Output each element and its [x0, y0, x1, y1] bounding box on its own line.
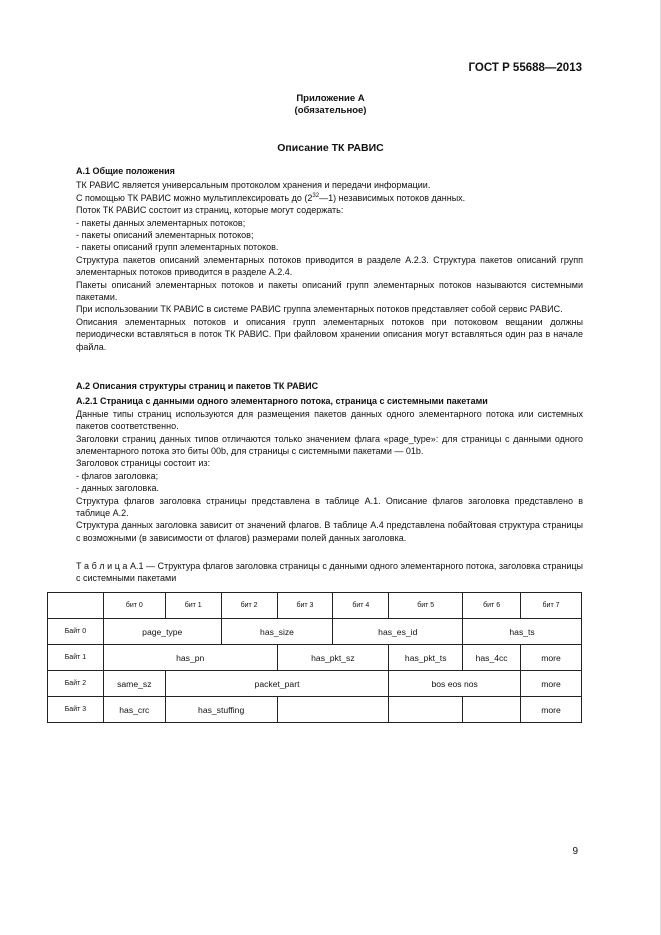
- table-header-row: [48, 593, 582, 619]
- section-a1: [76, 165, 583, 353]
- empty-cell: [277, 697, 389, 723]
- subsection-heading: А.2.1 Страница с данными одного элементарного потока, страница с системными пакетами: [76, 396, 488, 407]
- flag-cell: has_es_id: [333, 619, 463, 645]
- table-row: [48, 671, 582, 697]
- flag-cell: has_pn: [103, 645, 277, 671]
- flag-cell: bos eos nos: [389, 671, 521, 697]
- bit-header: бит 7: [521, 593, 582, 619]
- bit-header: бит 2: [221, 593, 277, 619]
- page-number: 9: [572, 846, 578, 857]
- list-item: - пакеты описаний групп элементарных потоков.: [76, 242, 279, 253]
- paragraph: ТК РАВИС является универсальным протоколом хранения и передачи информации.: [76, 180, 431, 191]
- flag-cell: has_stuffing: [165, 697, 277, 723]
- table-row: [48, 619, 582, 645]
- appendix-kind: (обязательное): [294, 105, 367, 116]
- header-flags-table: [47, 592, 582, 723]
- paragraph: Пакеты описаний элементарных потоков и пакеты описаний групп элементарных потоков называются системными пакетами.: [76, 279, 583, 303]
- flag-cell: more: [521, 671, 582, 697]
- paragraph: Описания элементарных потоков и описания групп элементарных потоков при потоковом вещании должны периодически вставляться в поток ТК РАВИС. При файловом хранении описания могут вставляться один раз в начале файла.: [76, 316, 583, 352]
- document-title: Описание ТК РАВИС: [277, 142, 384, 154]
- paragraph: Структура пакетов описаний элементарных потоков приводится в разделе А.2.3. Структура пакетов описаний групп элементарных потоков приводится в разделе А.2.4.: [76, 254, 583, 278]
- list-item: - пакеты данных элементарных потоков;: [76, 217, 246, 228]
- section-heading: А.2 Описания структуры страниц и пакетов ТК РАВИС: [76, 381, 319, 391]
- paragraph: Заголовки страниц данных типов отличаются только значением флага «page_type»: для страницы с данными одного элементарного потока это биты 00b, для страницы с системными пакетами — 01b.: [76, 433, 583, 457]
- byte-label: Байт 0: [48, 619, 104, 645]
- bit-header: бит 6: [463, 593, 521, 619]
- paragraph: Заголовок страницы состоит из:: [76, 458, 211, 469]
- table-row: [48, 645, 582, 671]
- paragraph: При использовании ТК РАВИС в системе РАВИС группа элементарных потоков представляет собой сервис РАВИС.: [76, 304, 563, 315]
- paragraph: Данные типы страниц используются для размещения пакетов данных одного элементарного потока или системных пакетов соответственно.: [76, 408, 583, 432]
- list-item: - флагов заголовка;: [76, 470, 159, 481]
- flag-cell: has_pkt_sz: [277, 645, 389, 671]
- paragraph: С помощью ТК РАВИС можно мультиплексировать до $(2^{32}—1)$ независимых потоков данных.: [76, 192, 466, 203]
- byte-label: Байт 3: [48, 697, 104, 723]
- byte-label: Байт 1: [48, 645, 104, 671]
- table-caption: Т а б л и ц а А.1 — Структура флагов заголовка страницы с данными одного элементарного потока, заголовка страницы с системными пакетами: [76, 561, 584, 583]
- table-row: [48, 697, 582, 723]
- empty-cell: [389, 697, 463, 723]
- flag-cell: has_pkt_ts: [389, 645, 463, 671]
- appendix-title: Приложение А: [296, 93, 365, 104]
- flag-cell: has_ts: [463, 619, 582, 645]
- bit-header: бит 3: [277, 593, 333, 619]
- flag-cell: more: [521, 697, 582, 723]
- flag-cell: has_4cc: [463, 645, 521, 671]
- flag-cell: same_sz: [103, 671, 165, 697]
- standard-header: ГОСТ Р 55688—2013: [468, 62, 582, 74]
- bit-header: бит 1: [165, 593, 221, 619]
- paragraph: Структура данных заголовка зависит от значений флагов. В таблице А.4 представлена побайтовая структура страницы с возможными (в зависимости от флагов) размерами полей данных заголовка.: [76, 520, 583, 543]
- flag-cell: has_crc: [103, 697, 165, 723]
- list-item: - пакеты описаний элементарных потоков;: [76, 230, 254, 241]
- table-corner: [48, 593, 104, 619]
- section-a2: [76, 380, 583, 544]
- paragraph: Структура флагов заголовка страницы представлена в таблице А.1. Описание флагов заголовка представлено в таблице А.2.: [76, 495, 583, 519]
- flag-cell: more: [521, 645, 582, 671]
- bit-header: бит 5: [389, 593, 463, 619]
- list-item: - данных заголовка.: [76, 483, 159, 494]
- section-heading: А.1 Общие положения: [76, 166, 175, 176]
- paragraph: Поток ТК РАВИС состоит из страниц, которые могут содержать:: [76, 205, 344, 216]
- empty-cell: [463, 697, 521, 723]
- flag-cell: has_size: [221, 619, 333, 645]
- byte-label: Байт 2: [48, 671, 104, 697]
- flag-cell: packet_part: [165, 671, 389, 697]
- bit-header: бит 4: [333, 593, 389, 619]
- flag-cell: page_type: [103, 619, 221, 645]
- bit-header: бит 0: [103, 593, 165, 619]
